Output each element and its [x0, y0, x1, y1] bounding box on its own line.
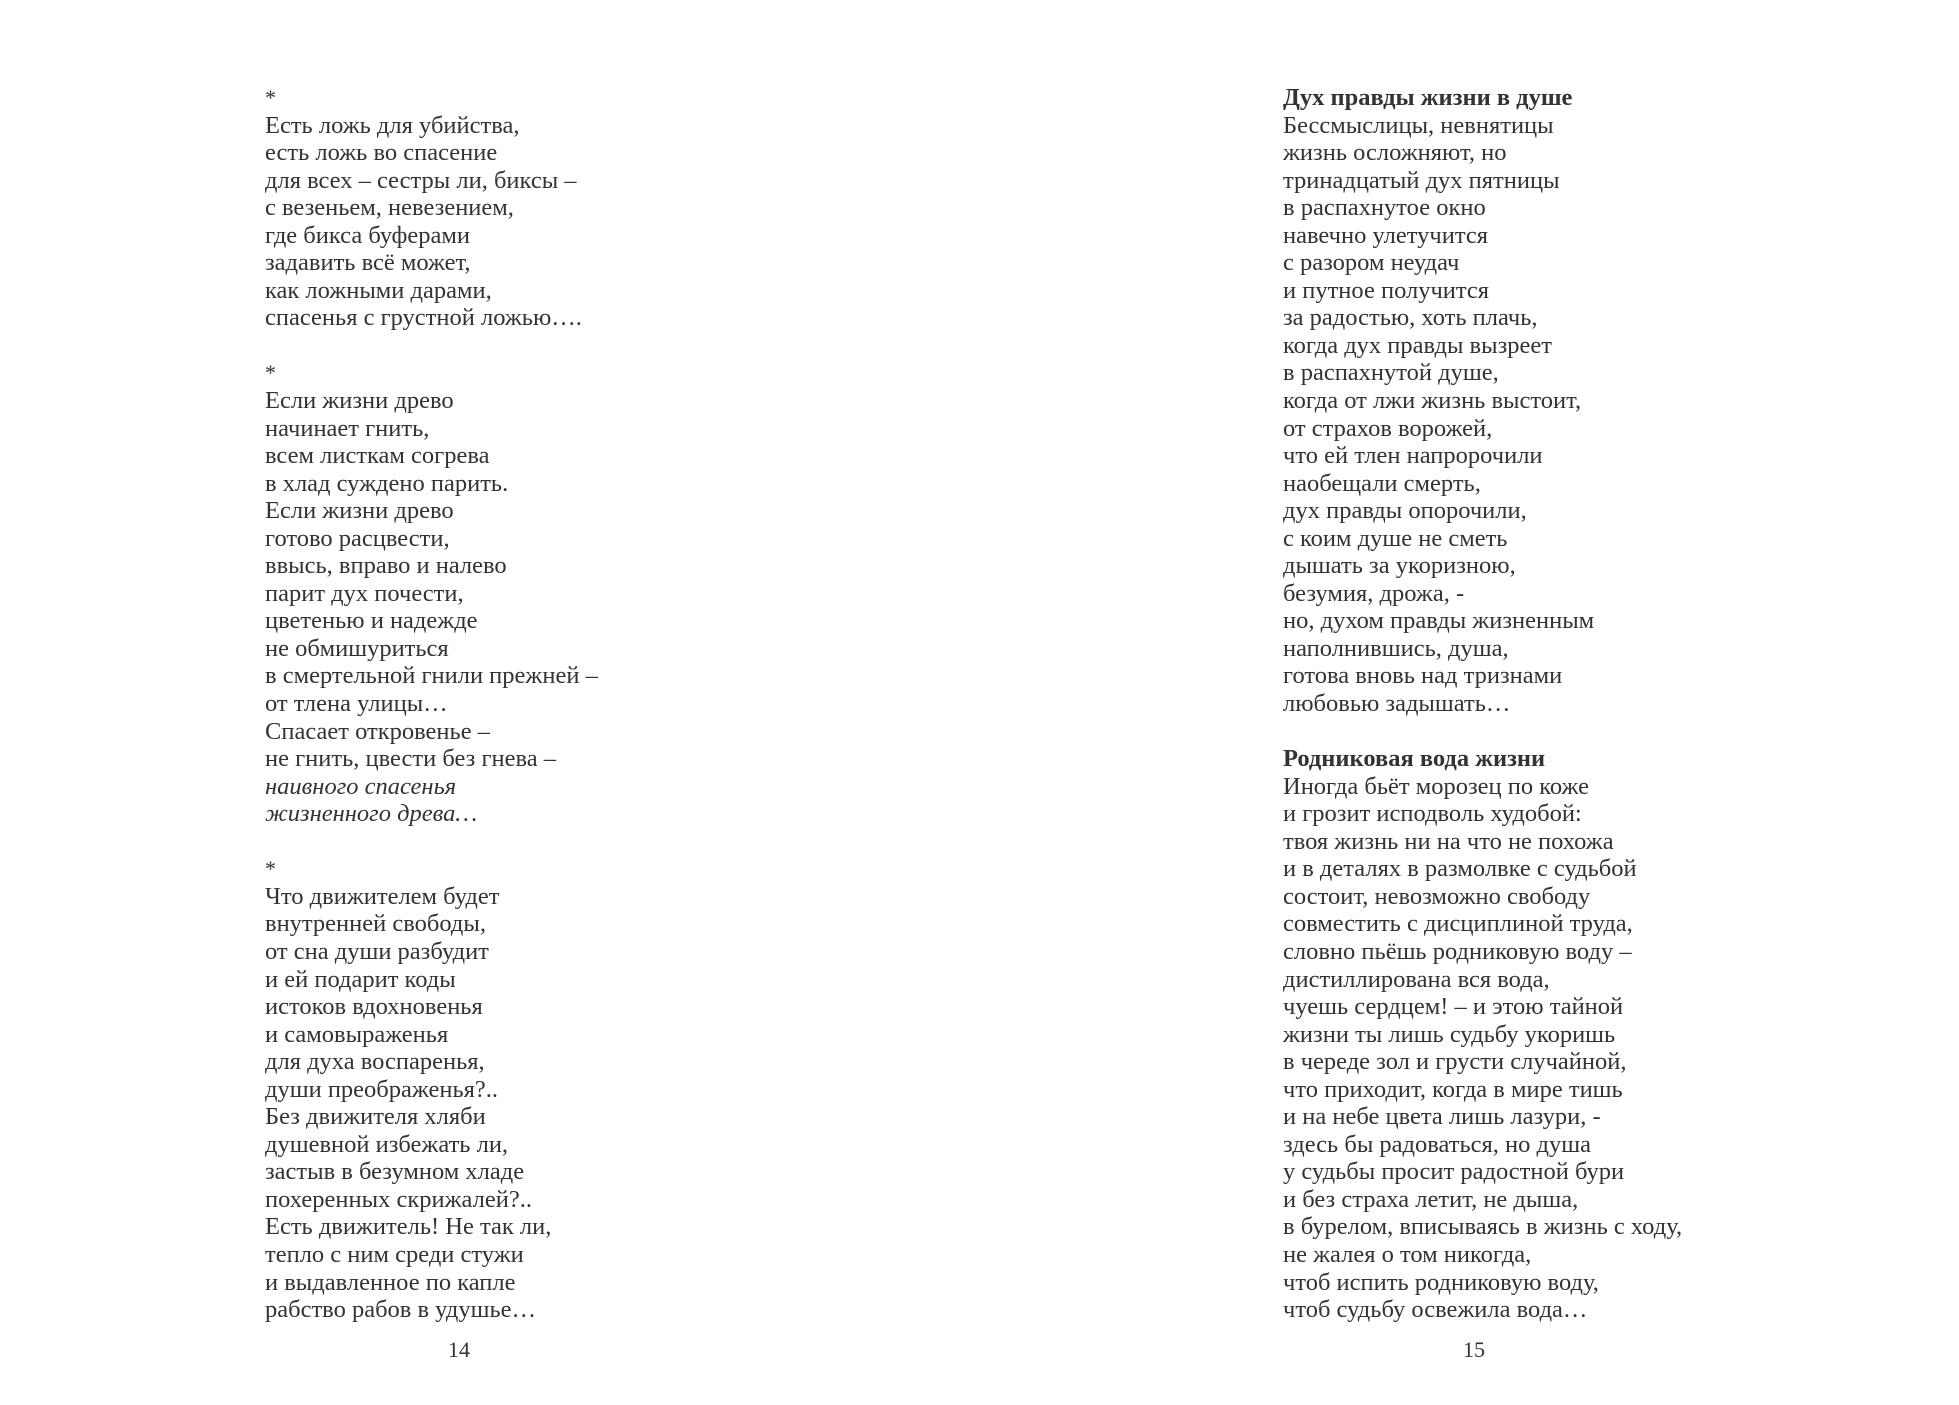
poem-line: Есть ложь для убийства,: [265, 111, 520, 139]
poem-line: тринадцатый дух пятницы: [1283, 166, 1560, 194]
poem-line: Что движителем будет: [265, 882, 500, 910]
poem-line: состоит, невозможно свободу: [1283, 882, 1591, 910]
poem-line: Если жизни древо: [265, 387, 454, 415]
poem-line: задавить всё может,: [265, 249, 471, 277]
poem-line: для духа воспаренья,: [265, 1048, 485, 1076]
poem-line: жизни ты лишь судьбу укоришь: [1283, 1020, 1616, 1048]
poem-line: от страхов ворожей,: [1283, 414, 1493, 442]
poem-line: и грозит исподволь худобой:: [1283, 800, 1582, 828]
right-page: [980, 0, 1959, 1405]
poem-line: ввысь, вправо и налево: [265, 552, 507, 580]
poem-line: спасенья с грустной ложью….: [265, 304, 582, 332]
poem-line: Спасает откровенье –: [265, 717, 490, 745]
poem-line: не жалея о том никогда,: [1283, 1240, 1532, 1268]
poem-line: с разором неудач: [1283, 249, 1460, 277]
poem-line: и без страха летит, не дыша,: [1283, 1185, 1579, 1213]
poem-line: похеренных скрижалей?..: [265, 1185, 532, 1213]
poem-title: Дух правды жизни в душе: [1283, 84, 1573, 111]
poem-line: готова вновь над тризнами: [1283, 662, 1563, 690]
poem-line: что приходит, когда в мире тишь: [1283, 1075, 1623, 1103]
poem-line: наобещали смерть,: [1283, 469, 1481, 497]
left-page-text: [265, 84, 598, 1324]
right-page-text: [1283, 84, 1682, 1324]
poem-line: Без движителя хляби: [265, 1103, 486, 1131]
poem-title: Родниковая вода жизни: [1283, 745, 1546, 773]
poem-line: рабство рабов в удушье…: [265, 1296, 537, 1324]
poem-line: дышать за укоризною,: [1283, 552, 1516, 580]
poem-line: не гнить, цвести без гнева –: [265, 745, 556, 773]
poem-line: истоков вдохновенья: [265, 993, 483, 1021]
poem-line: парит дух почести,: [265, 579, 464, 607]
poem-marker: *: [265, 85, 276, 110]
poem-block: [265, 84, 598, 332]
poem-line-italic: жизненного древа…: [265, 800, 478, 828]
poem-line: в хлад суждено парить.: [265, 469, 509, 497]
poem-block: [1283, 84, 1682, 718]
poem-line: здесь бы радоваться, но душа: [1283, 1130, 1591, 1158]
poem-line: чтоб судьбу освежила вода…: [1283, 1296, 1588, 1324]
poem-line: и самовыраженья: [265, 1020, 449, 1048]
poem-line: от тлена улицы…: [265, 690, 448, 718]
poem-line: и выдавленное по капле: [265, 1268, 516, 1296]
poem-line: навечно улетучится: [1283, 221, 1488, 249]
poem-line: и ей подарит коды: [265, 965, 456, 993]
poem-line: от сна души разбудит: [265, 937, 489, 965]
poem-line: и путное получится: [1283, 276, 1490, 304]
poem-line: дух правды опорочили,: [1283, 497, 1527, 525]
poem-line: за радостью, хоть плачь,: [1283, 304, 1538, 332]
poem-line: в распахнутой душе,: [1283, 359, 1499, 387]
poem-line: готово расцвести,: [265, 524, 450, 552]
poem-line: безумия, дрожа, -: [1283, 579, 1465, 607]
page-number: 14: [448, 1337, 470, 1362]
poem-line: с коим душе не сметь: [1283, 524, 1508, 552]
poem-block: [1283, 745, 1682, 1323]
poem-line: твоя жизнь ни на что не похожа: [1283, 827, 1614, 855]
poem-line: у судьбы просит радостной бури: [1283, 1158, 1625, 1186]
poem-line: и в деталях в размолвке с судьбой: [1283, 855, 1637, 883]
poem-line: Иногда бьёт морозец по коже: [1283, 772, 1589, 800]
poem-line: но, духом правды жизненным: [1283, 607, 1595, 635]
poem-line: в череде зол и грусти случайной,: [1283, 1048, 1627, 1076]
poem-line: что ей тлен напророчили: [1283, 442, 1543, 470]
poem-marker: *: [265, 856, 276, 882]
poem-line: начинает гнить,: [265, 414, 430, 442]
poem-line: Если жизни древо: [265, 497, 454, 525]
poem-line: не обмишуриться: [265, 634, 449, 662]
poem-line: внутренней свободы,: [265, 910, 486, 938]
poem-line: чуешь сердцем! – и этою тайной: [1283, 993, 1624, 1021]
poem-line: словно пьёшь родниковую воду –: [1283, 937, 1632, 965]
poem-line: для всех – сестры ли, биксы –: [265, 166, 577, 194]
poem-line: наполнившись, душа,: [1283, 634, 1509, 662]
poem-line: есть ложь во спасение: [265, 139, 498, 167]
poem-line: совместить с дисциплиной труда,: [1283, 910, 1633, 938]
poem-line: где бикса буферами: [265, 221, 470, 249]
poem-marker: *: [265, 360, 276, 386]
poem-line: в бурелом, вписываясь в жизнь с ходу,: [1283, 1213, 1683, 1241]
poem-line: с везеньем, невезением,: [265, 194, 514, 222]
poem-line: когда от лжи жизнь выстоит,: [1283, 387, 1582, 415]
poem-line: души преображенья?..: [265, 1075, 499, 1103]
poem-line: в смертельной гнили прежней –: [265, 662, 598, 690]
poem-line: Бессмыслицы, невнятицы: [1283, 111, 1554, 139]
poem-line: жизнь осложняют, но: [1283, 139, 1507, 167]
poem-line: и на небе цвета лишь лазури, -: [1283, 1103, 1601, 1131]
page-number: 15: [1463, 1337, 1485, 1362]
poem-line: как ложными дарами,: [265, 276, 492, 304]
poem-line: всем листкам согрева: [265, 442, 490, 470]
poem-line: любовью задышать…: [1283, 690, 1511, 718]
poem-line: в распахнутое окно: [1283, 194, 1486, 222]
poem-line-italic: наивного спасенья: [265, 772, 457, 800]
poem-line: застыв в безумном хладе: [265, 1158, 525, 1186]
poem-line: чтоб испить родниковую воду,: [1283, 1268, 1599, 1296]
poem-line: дистиллирована вся вода,: [1283, 965, 1550, 993]
poem-line: Есть движитель! Не так ли,: [265, 1213, 552, 1241]
poem-line: тепло с ним среди стужи: [265, 1240, 524, 1268]
poem-block: [265, 855, 598, 1323]
poem-line: цветенью и надежде: [265, 607, 478, 635]
poem-block: [265, 359, 598, 827]
poem-line: душевной избежать ли,: [265, 1130, 509, 1158]
poem-line: когда дух правды вызреет: [1283, 331, 1552, 359]
